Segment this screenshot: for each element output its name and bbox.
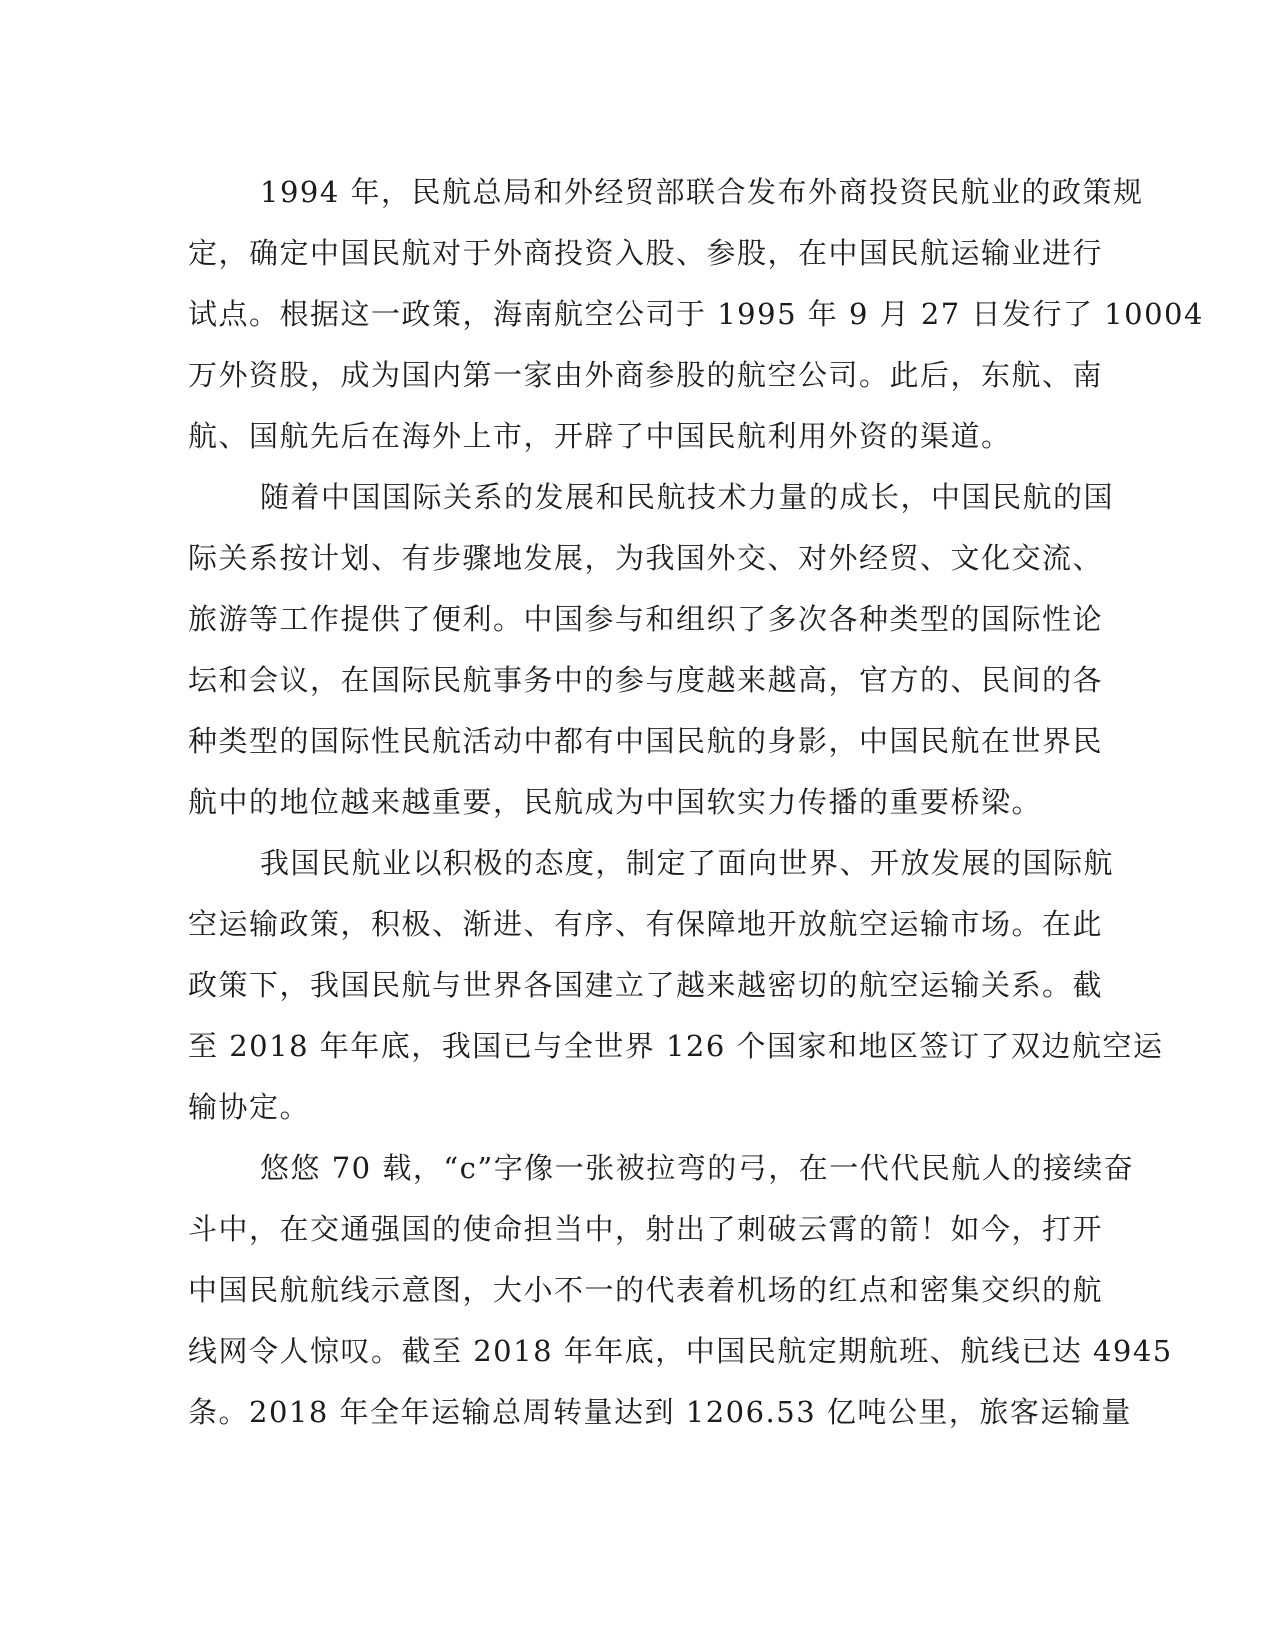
text-line: 随着中国国际关系的发展和民航技术力量的成长，中国民航的国 <box>260 480 1115 514</box>
text-line: 斗中，在交通强国的使命担当中，射出了刺破云霄的箭！如今，打开 <box>188 1212 1104 1246</box>
text-line: 坛和会议，在国际民航事务中的参与度越来越高，官方的、民间的各 <box>188 663 1104 697</box>
text-line: 旅游等工作提供了便利。中国参与和组织了多次各种类型的国际性论 <box>188 602 1104 636</box>
text-line: 悠悠 70 载，“c”字像一张被拉弯的弓，在一代代民航人的接续奋 <box>260 1151 1135 1185</box>
text-line: 万外资股，成为国内第一家由外商参股的航空公司。此后，东航、南 <box>188 358 1104 392</box>
text-line: 种类型的国际性民航活动中都有中国民航的身影，中国民航在世界民 <box>188 724 1104 758</box>
text-line: 条。2018 年全年运输总周转量达到 1206.53 亿吨公里，旅客运输量 <box>188 1395 1132 1429</box>
text-line: 线网令人惊叹。截至 2018 年年底，中国民航定期航班、航线已达 4945 <box>188 1334 1173 1368</box>
text-line: 航、国航先后在海外上市，开辟了中国民航利用外资的渠道。 <box>188 419 1012 453</box>
text-line: 航中的地位越来越重要，民航成为中国软实力传播的重要桥梁。 <box>188 785 1043 819</box>
text-line: 试点。根据这一政策，海南航空公司于 1995 年 9 月 27 日发行了 10004 <box>188 297 1204 331</box>
text-line: 际关系按计划、有步骤地发展，为我国外交、对外经贸、文化交流、 <box>188 541 1104 575</box>
text-line: 输协定。 <box>188 1090 311 1124</box>
text-line: 我国民航业以积极的态度，制定了面向世界、开放发展的国际航 <box>260 846 1115 880</box>
text-line: 中国民航航线示意图，大小不一的代表着机场的红点和密集交织的航 <box>188 1273 1104 1307</box>
text-line: 1994 年，民航总局和外经贸部联合发布外商投资民航业的政策规 <box>260 175 1144 209</box>
text-line: 至 2018 年年底，我国已与全世界 126 个国家和地区签订了双边航空运 <box>188 1029 1164 1063</box>
body-text <box>188 162 1204 1443</box>
paragraph-1 <box>188 162 1204 467</box>
text-line: 政策下，我国民航与世界各国建立了越来越密切的航空运输关系。截 <box>188 968 1104 1002</box>
text-line: 定，确定中国民航对于外商投资入股、参股，在中国民航运输业进行 <box>188 236 1104 270</box>
paragraph-3 <box>188 833 1164 1138</box>
paragraph-2 <box>188 467 1115 833</box>
text-line: 空运输政策，积极、渐进、有序、有保障地开放航空运输市场。在此 <box>188 907 1104 941</box>
paragraph-4 <box>188 1138 1173 1443</box>
